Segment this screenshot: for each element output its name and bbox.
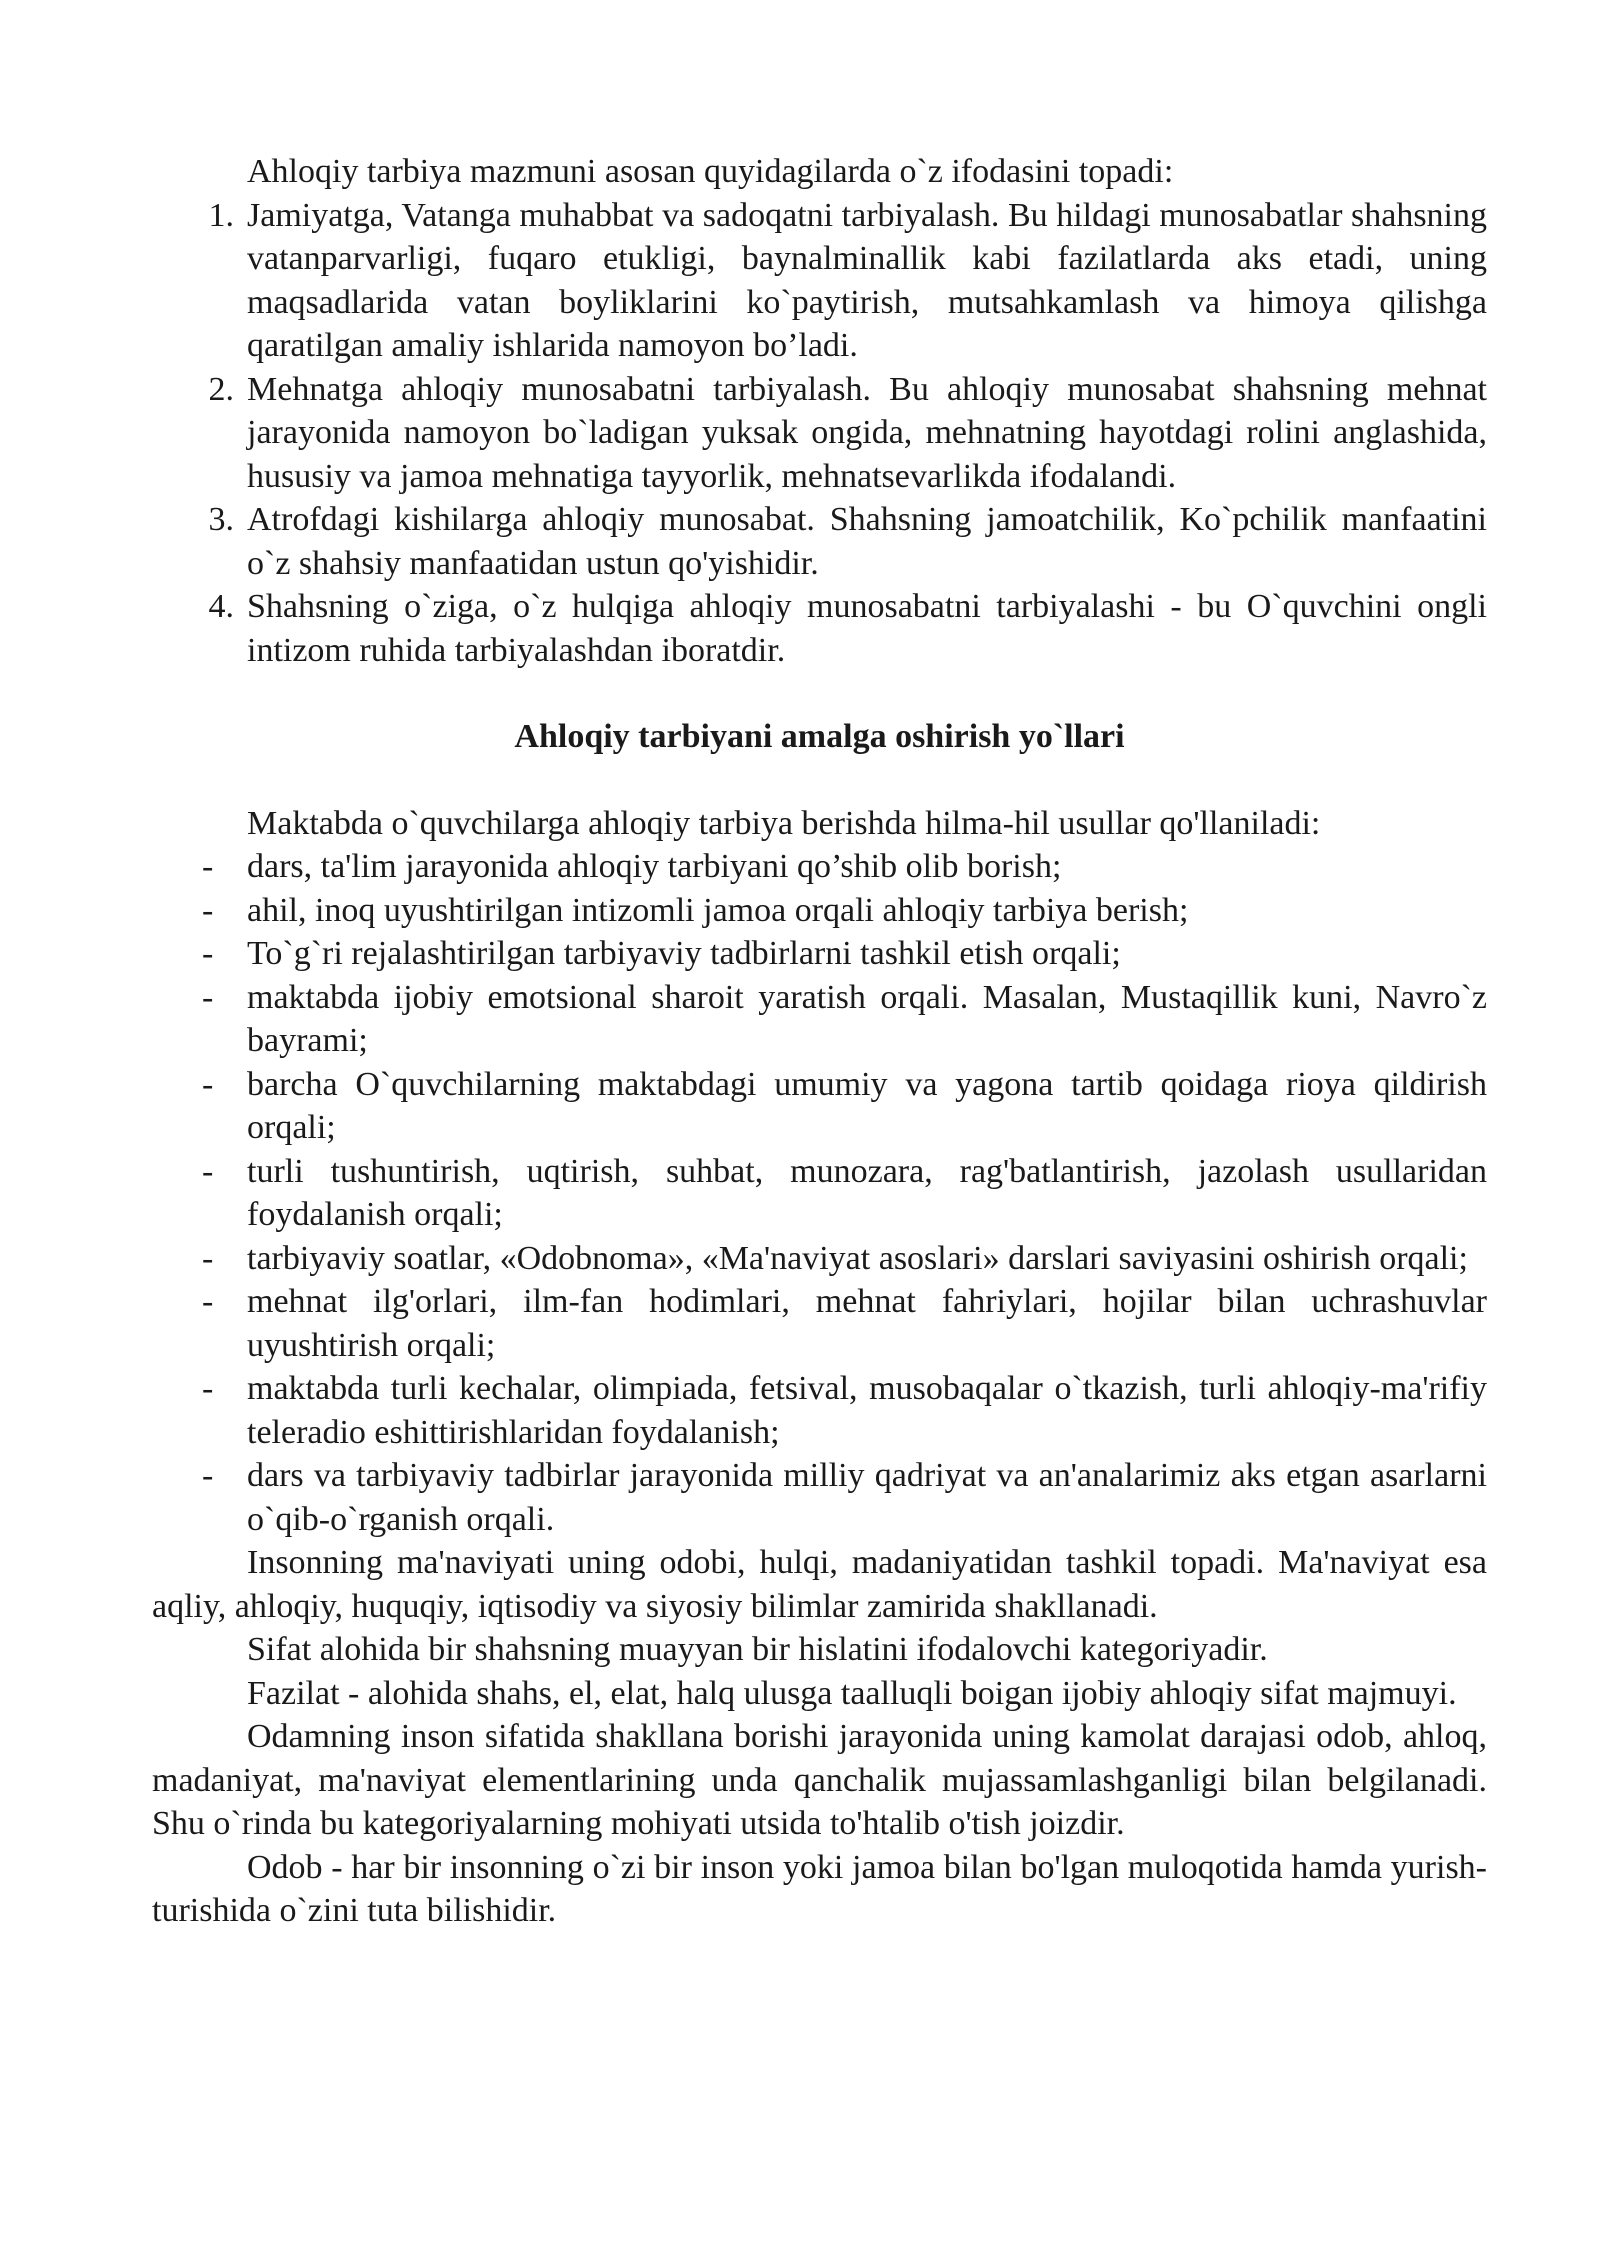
list-item-text: dars va tarbiyaviy tadbirlar jarayonida milliy qadriyat va an'analarimiz aks etgan asarlarni o`qib-o`rganish orqali. [247, 1457, 1487, 1538]
list-item-text: mehnat ilg'orlari, ilm-fan hodimlari, mehnat fahriylari, hojilar bilan uchrashuvlar uyushtirish orqali; [247, 1283, 1487, 1364]
dash-marker: - [202, 1283, 214, 1320]
body-paragraph: Odamning inson sifatida shakllana borishi jarayonida uning kamolat darajasi odob, ahloq, madaniyat, ma'naviyat elementlarining unda qanchalik mujassamlashganligi bilan belgilanadi. Shu o`rinda bu kategoriyalarning mohiyati utsida to'htalib o'tish joizdir. [152, 1718, 1487, 1842]
list-item-text: To`g`ri rejalashtirilgan tarbiyaviy tadbirlarni tashkil etish orqali; [247, 935, 1121, 972]
list-number: 3. [208, 501, 234, 538]
list-item-text: ahil, inoq uyushtirilgan intizomli jamoa orqali ahloqiy tarbiya berish; [247, 891, 1189, 929]
dash-list-item [152, 1150, 1487, 1237]
dash-marker: - [202, 1152, 214, 1190]
list-item-text: Shahsning o`ziga, o`z hulqiga ahloqiy munosabatni tarbiyalashi - bu O`quvchini ongli intizom ruhida tarbiyalashdan iboratdir. [247, 588, 1487, 669]
body-paragraph: Fazilat - alohida shahs, el, elat, halq ulusga taalluqli boigan ijobiy ahloqiy sifat majmuyi. [247, 1674, 1457, 1712]
list-item-text: Jamiyatga, Vatanga muhabbat va sadoqatni tarbiyalash. Bu hildagi munosabatlar shahsning vatanparvarligi, fuqaro etukligi, baynalminallik kabi fazilatlarda aks etadi, uning maqsadlarida vatan boyliklarini ko`paytirish, mutsahkamlash va himoya qilishga qaratilgan amaliy ishlarida namoyon bo’ladi. [247, 196, 1487, 364]
dash-marker: - [202, 848, 214, 885]
dash-list-item [152, 1454, 1487, 1541]
list-item-text: barcha O`quvchilarning maktabdagi umumiy va yagona tartib qoidaga rioya qildirish orqali; [247, 1065, 1487, 1146]
dash-list-item [152, 845, 1487, 889]
dash-list-item [152, 889, 1487, 933]
list-number: 2. [208, 370, 234, 408]
intro-paragraph: Ahloqiy tarbiya mazmuni asosan quyidagilarda o`z ifodasini topadi: [247, 153, 1174, 190]
numbered-list [152, 194, 1487, 673]
numbered-list-item [152, 368, 1487, 499]
document-body [152, 150, 1487, 1933]
body-paragraph: Insonning ma'naviyati uning odobi, hulqi, madaniyatidan tashkil topadi. Ma'naviyat esa aqliy, ahloqiy, huquqiy, iqtisodiy va siyosiy bilimlar zamirida shakllanadi. [152, 1544, 1487, 1625]
methods-intro: Maktabda o`quvchilarga ahloqiy tarbiya berishda hilma-hil usullar qo'llaniladi: [247, 804, 1321, 842]
list-item-text: Mehnatga ahloqiy munosabatni tarbiyalash. Bu ahloqiy munosabat shahsning mehnat jarayonida namoyon bo`ladigan yuksak ongida, mehnatning hayotdagi rolini anglashida, hususiy va jamoa mehnatiga tayyorlik, mehnatsevarlikda ifodalandi. [247, 370, 1487, 495]
list-number: 4. [208, 588, 234, 625]
dash-list-item [152, 1237, 1487, 1281]
dash-marker: - [202, 891, 214, 929]
body-paragraph: Odob - har bir insonning o`zi bir inson yoki jamoa bilan bo'lgan muloqotida hamda yurish-turishida o`zini tuta bilishidir. [152, 1848, 1487, 1929]
dash-marker: - [202, 935, 214, 972]
list-item-text: tarbiyaviy soatlar, «Odobnoma», «Ma'naviyat asoslari» darslari saviyasini oshirish orqali; [247, 1239, 1468, 1277]
dash-list-item [152, 1280, 1487, 1367]
list-number: 1. [208, 196, 234, 234]
section-heading: Ahloqiy tarbiyani amalga oshirish yo`llari [514, 718, 1125, 755]
dash-marker: - [202, 1457, 214, 1494]
numbered-list-item [152, 194, 1487, 368]
list-item-text: turli tushuntirish, uqtirish, suhbat, munozara, rag'batlantirish, jazolash usullaridan foydalanish orqali; [247, 1152, 1487, 1233]
list-item-text: maktabda turli kechalar, olimpiada, fetsival, musobaqalar o`tkazish, turli ahloqiy-ma'rifiy teleradio eshittirishlaridan foydalanish; [247, 1370, 1487, 1451]
dash-marker: - [202, 1239, 214, 1277]
methods-list [152, 845, 1487, 1541]
dash-marker: - [202, 1370, 214, 1407]
list-item-text: maktabda ijobiy emotsional sharoit yaratish orqali. Masalan, Mustaqillik kuni, Navro`z bayrami; [247, 978, 1487, 1059]
dash-list-item [152, 1367, 1487, 1454]
numbered-list-item [152, 585, 1487, 672]
dash-list-item [152, 932, 1487, 976]
list-item-text: dars, ta'lim jarayonida ahloqiy tarbiyani qo’shib olib borish; [247, 848, 1062, 885]
list-item-text: Atrofdagi kishilarga ahloqiy munosabat. Shahsning jamoatchilik, Ko`pchilik manfaatini o`z shahsiy manfaatidan ustun qo'yishidir. [247, 501, 1487, 582]
numbered-list-item [152, 498, 1487, 585]
body-paragraph: Sifat alohida bir shahsning muayyan bir hislatini ifodalovchi kategoriyadir. [247, 1631, 1268, 1668]
dash-marker: - [202, 978, 214, 1016]
dash-marker: - [202, 1065, 214, 1103]
dash-list-item [152, 976, 1487, 1063]
dash-list-item [152, 1063, 1487, 1150]
